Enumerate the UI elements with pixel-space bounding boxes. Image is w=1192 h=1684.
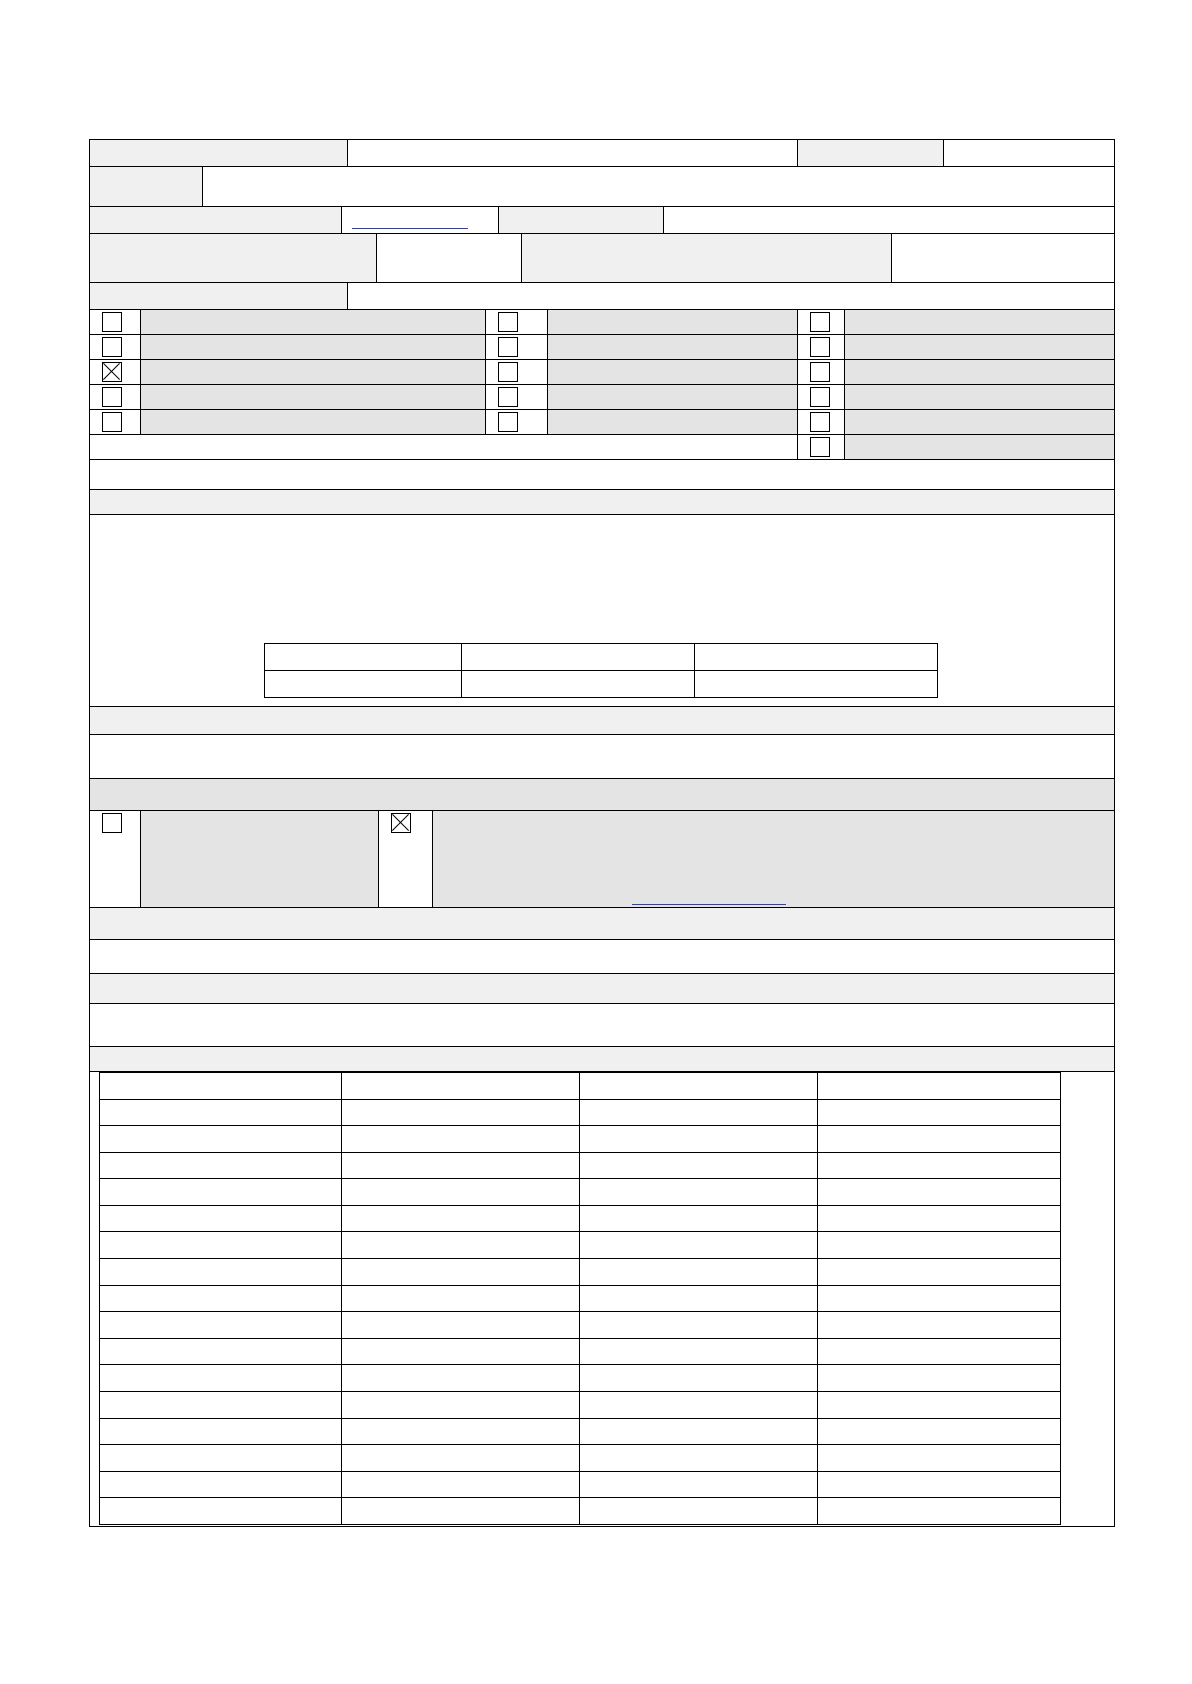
checkbox-cell [486,410,548,435]
option-label [845,385,1114,410]
table-row [100,1445,1061,1472]
inner-table [264,643,938,698]
option-label [141,385,486,410]
table-cell[interactable] [100,1471,342,1498]
table-cell[interactable] [818,1232,1061,1259]
table-cell[interactable] [580,1445,818,1472]
option-label [845,310,1114,335]
table-cell[interactable] [341,1498,580,1525]
checkbox-cell [90,811,141,908]
table-cell[interactable] [100,1365,342,1392]
table-cell[interactable] [818,1365,1061,1392]
table-cell[interactable] [341,1471,580,1498]
table-cell[interactable] [100,1232,342,1259]
label-cell [90,140,348,167]
input-field[interactable] [944,140,1114,167]
table-cell[interactable] [100,1391,342,1418]
label-cell [90,283,348,310]
checkbox[interactable] [102,337,122,357]
table-cell[interactable] [580,1285,818,1312]
option-label [548,385,798,410]
table-cell[interactable] [695,644,938,671]
option-label [548,335,798,360]
section-header [90,707,1114,735]
table-cell[interactable] [341,1179,580,1206]
label-cell [90,234,377,283]
data-table [99,1072,1061,1525]
checkbox[interactable] [102,387,122,407]
table-cell[interactable] [341,1365,580,1392]
table-cell[interactable] [341,1073,580,1100]
checkbox[interactable] [810,337,830,357]
input-field[interactable] [377,234,522,283]
section-header [90,779,1114,811]
table-cell[interactable] [818,1285,1061,1312]
form-sheet [89,139,1115,1527]
option-label [141,360,486,385]
table-cell[interactable] [100,1312,342,1339]
option-label [548,310,798,335]
checkbox-cell [798,435,845,460]
section-header [90,908,1114,940]
table-cell[interactable] [341,1418,580,1445]
table-cell[interactable] [580,1259,818,1286]
table-cell[interactable] [341,1391,580,1418]
table-cell[interactable] [580,1391,818,1418]
table-cell[interactable] [341,1445,580,1472]
table-row [100,1179,1061,1206]
table-cell[interactable] [580,1099,818,1126]
table-row [100,1205,1061,1232]
table-row [265,671,938,698]
checkbox-checked[interactable] [102,362,122,382]
table-row [100,1073,1061,1100]
table-cell[interactable] [100,1099,342,1126]
table-cell[interactable] [100,1205,342,1232]
option-label [548,410,798,435]
checkbox-cell [90,410,141,435]
table-row [100,1232,1061,1259]
table-cell[interactable] [100,1126,342,1153]
checkbox-cell [798,310,845,335]
section-body [90,1072,1114,1526]
checkbox[interactable] [498,362,518,382]
table-cell[interactable] [100,1445,342,1472]
table-cell[interactable] [100,1073,342,1100]
checkbox[interactable] [498,412,518,432]
checkbox[interactable] [810,312,830,332]
table-cell[interactable] [818,1391,1061,1418]
table-row [100,1152,1061,1179]
checkbox[interactable] [498,337,518,357]
table-row [100,1418,1061,1445]
input-field[interactable] [348,140,798,167]
table-cell[interactable] [818,1126,1061,1153]
table-cell[interactable] [341,1338,580,1365]
table-cell[interactable] [580,1471,818,1498]
checkbox-cell [90,360,141,385]
checkbox[interactable] [810,437,830,457]
table-cell[interactable] [580,1179,818,1206]
checkbox-cell [90,310,141,335]
input-field[interactable] [90,460,1114,490]
input-field[interactable] [203,167,1114,207]
section-header [90,1047,1114,1072]
section-header [90,974,1114,1004]
table-cell[interactable] [100,1152,342,1179]
input-field[interactable] [90,940,1114,974]
table-row [100,1498,1061,1525]
option-checkbox-checked[interactable] [391,813,411,833]
table-cell[interactable] [100,1259,342,1286]
table-cell[interactable] [580,1418,818,1445]
table-cell[interactable] [580,1152,818,1179]
table-cell[interactable] [341,1099,580,1126]
checkbox-cell [90,335,141,360]
table-cell[interactable] [100,1179,342,1206]
blank-cell [90,435,798,460]
option-label [548,360,798,385]
table-cell[interactable] [580,1498,818,1525]
option-label [845,410,1114,435]
table-cell[interactable] [341,1285,580,1312]
table-cell[interactable] [265,671,462,698]
input-field[interactable] [892,234,1114,283]
table-cell[interactable] [818,1205,1061,1232]
link-field[interactable] [342,207,499,234]
option-label [141,335,486,360]
table-cell[interactable] [580,1338,818,1365]
table-row [100,1365,1061,1392]
table-cell[interactable] [461,644,695,671]
table-cell[interactable] [818,1418,1061,1445]
option-label [845,435,1114,460]
label-cell [90,207,342,234]
label-cell [798,140,944,167]
table-cell[interactable] [580,1232,818,1259]
table-cell[interactable] [580,1126,818,1153]
table-cell[interactable] [818,1099,1061,1126]
checkbox-cell [486,310,548,335]
option-label [141,410,486,435]
table-cell[interactable] [341,1312,580,1339]
label-cell [522,234,892,283]
checkbox[interactable] [102,312,122,332]
section-body [90,515,1114,707]
text-area[interactable] [90,735,1114,779]
option-checkbox[interactable] [102,813,122,833]
section-header [90,490,1114,515]
table-cell[interactable] [265,644,462,671]
option-label [141,310,486,335]
table-cell[interactable] [100,1418,342,1445]
table-cell[interactable] [818,1498,1061,1525]
email-link[interactable] [352,228,468,229]
option-label [845,335,1114,360]
table-cell[interactable] [100,1285,342,1312]
table-cell[interactable] [818,1179,1061,1206]
table-cell[interactable] [580,1073,818,1100]
table-cell[interactable] [580,1365,818,1392]
option-label [433,811,1114,908]
table-cell[interactable] [818,1312,1061,1339]
checkbox[interactable] [498,387,518,407]
label-cell [499,207,664,234]
checkbox-cell [486,385,548,410]
table-row [100,1391,1061,1418]
table-row [265,644,938,671]
label-cell [90,167,203,207]
table-cell[interactable] [341,1152,580,1179]
option-label [141,811,379,908]
checkbox-cell [486,360,548,385]
table-cell[interactable] [461,671,695,698]
table-row [100,1312,1061,1339]
table-cell[interactable] [695,671,938,698]
checkbox-cell [798,335,845,360]
table-row [100,1338,1061,1365]
table-cell[interactable] [818,1445,1061,1472]
input-field[interactable] [348,283,1114,310]
table-cell[interactable] [580,1312,818,1339]
table-row [100,1285,1061,1312]
checkbox-cell [379,811,433,908]
checkbox-cell [798,410,845,435]
text-area[interactable] [90,1004,1114,1047]
input-field[interactable] [664,207,1114,234]
checkbox[interactable] [498,312,518,332]
checkbox-cell [798,385,845,410]
table-row [100,1471,1061,1498]
table-cell[interactable] [818,1073,1061,1100]
checkbox[interactable] [102,412,122,432]
table-cell[interactable] [341,1259,580,1286]
checkbox-cell [90,385,141,410]
checkbox[interactable] [810,362,830,382]
web-link[interactable] [632,904,786,905]
table-row [100,1099,1061,1126]
table-cell[interactable] [580,1205,818,1232]
table-cell[interactable] [341,1205,580,1232]
checkbox[interactable] [810,412,830,432]
table-cell[interactable] [100,1498,342,1525]
table-row [100,1259,1061,1286]
checkbox-cell [486,335,548,360]
checkbox-cell [798,360,845,385]
table-cell[interactable] [818,1471,1061,1498]
table-cell[interactable] [341,1232,580,1259]
option-label [845,360,1114,385]
table-cell[interactable] [818,1152,1061,1179]
table-row [100,1126,1061,1153]
table-cell[interactable] [818,1259,1061,1286]
checkbox[interactable] [810,387,830,407]
table-cell[interactable] [818,1338,1061,1365]
table-cell[interactable] [341,1126,580,1153]
table-cell[interactable] [100,1338,342,1365]
